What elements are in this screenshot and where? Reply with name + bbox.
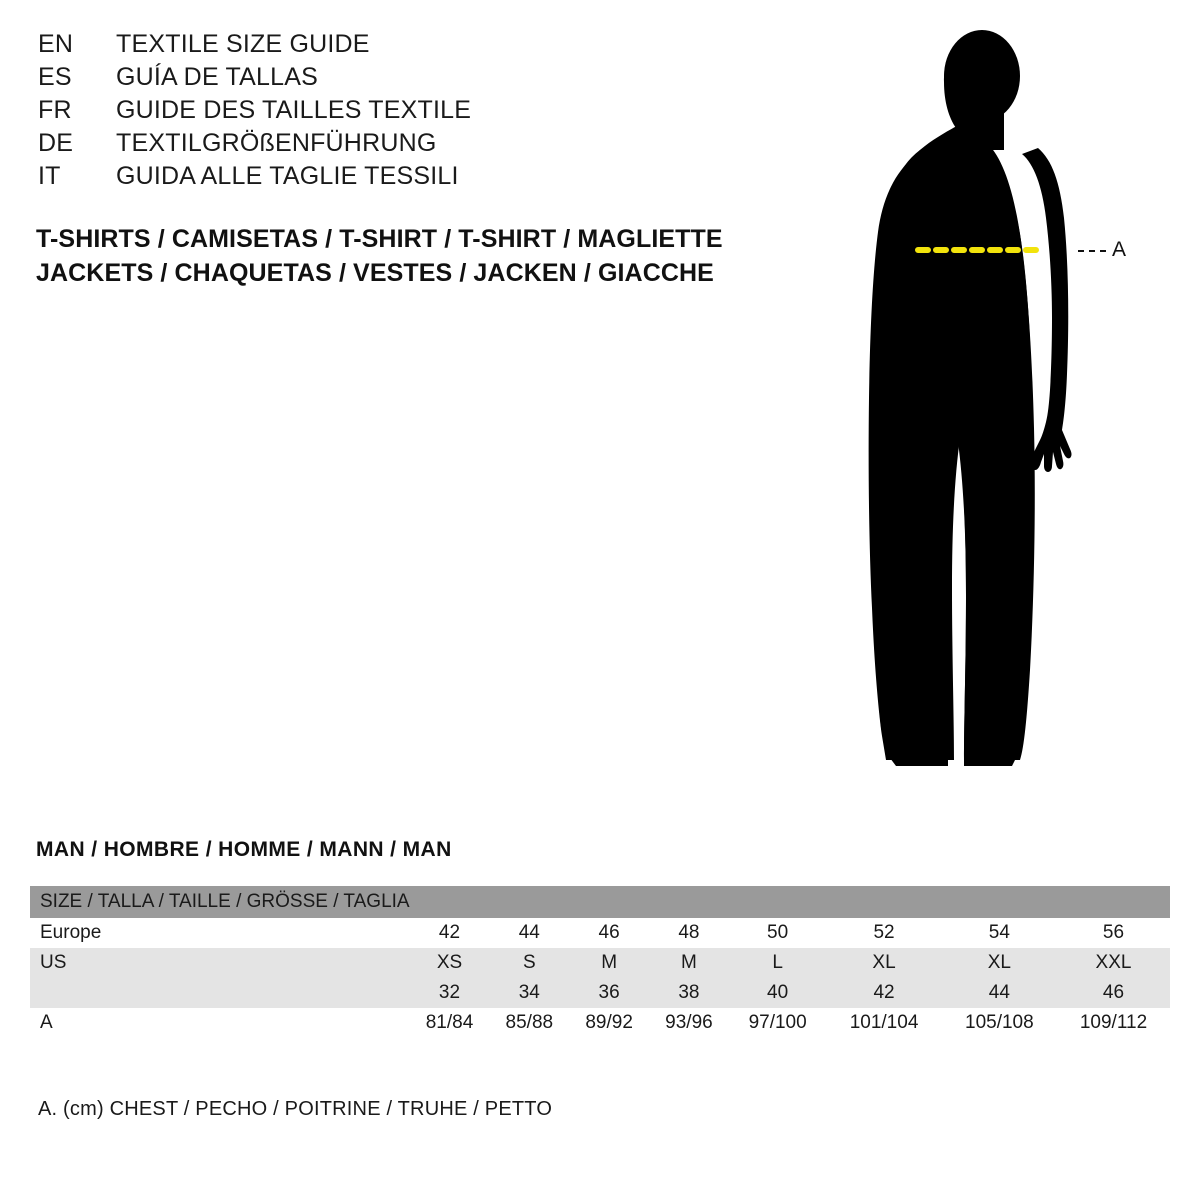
table-cell: 42 bbox=[826, 978, 941, 1008]
language-code: EN bbox=[38, 30, 74, 58]
table-cell: 56 bbox=[1057, 918, 1170, 948]
table-cell: 101/104 bbox=[826, 1008, 941, 1038]
language-row bbox=[38, 30, 758, 63]
table-header-spacer bbox=[410, 886, 490, 918]
language-row bbox=[38, 129, 758, 162]
language-code: ES bbox=[38, 63, 72, 91]
language-code: FR bbox=[38, 96, 72, 124]
table-row bbox=[30, 978, 1170, 1008]
language-row bbox=[38, 96, 758, 129]
body-silhouette-figure bbox=[830, 18, 1170, 788]
table-row bbox=[30, 1008, 1170, 1038]
size-table bbox=[30, 886, 1170, 1038]
table-group-title: MAN / HOMBRE / HOMME / MANN / MAN bbox=[36, 838, 452, 861]
row-label bbox=[30, 978, 410, 1008]
table-cell: 109/112 bbox=[1057, 1008, 1170, 1038]
table-header-spacer bbox=[826, 886, 941, 918]
table-cell: 81/84 bbox=[410, 1008, 490, 1038]
language-title: GUÍA DE TALLAS bbox=[116, 63, 318, 91]
language-title: GUIDE DES TAILLES TEXTILE bbox=[116, 96, 472, 124]
measure-label-a: A bbox=[1112, 238, 1127, 261]
table-header-spacer bbox=[942, 886, 1057, 918]
table-row bbox=[30, 918, 1170, 948]
table-cell: XL bbox=[826, 948, 941, 978]
language-title: TEXTILGRÖßENFÜHRUNG bbox=[116, 129, 437, 157]
table-row bbox=[30, 948, 1170, 978]
row-label: A bbox=[30, 1008, 410, 1038]
table-cell: M bbox=[569, 948, 649, 978]
table-cell: 52 bbox=[826, 918, 941, 948]
table-cell: XXL bbox=[1057, 948, 1170, 978]
table-cell: 93/96 bbox=[649, 1008, 729, 1038]
measure-leader-line bbox=[1078, 250, 1106, 252]
language-row bbox=[38, 63, 758, 96]
table-cell: 36 bbox=[569, 978, 649, 1008]
category-list bbox=[36, 222, 796, 290]
table-cell: 40 bbox=[729, 978, 827, 1008]
table-cell: 46 bbox=[1057, 978, 1170, 1008]
footnote-chest: A. (cm) CHEST / PECHO / POITRINE / TRUHE / PETTO bbox=[38, 1098, 553, 1120]
table-header-label: SIZE / TALLA / TAILLE / GRÖSSE / TAGLIA bbox=[30, 886, 410, 918]
table-cell: XS bbox=[410, 948, 490, 978]
table-header-spacer bbox=[649, 886, 729, 918]
table-header-spacer bbox=[569, 886, 649, 918]
language-title: TEXTILE SIZE GUIDE bbox=[116, 30, 370, 58]
table-cell: 97/100 bbox=[729, 1008, 827, 1038]
row-label: US bbox=[30, 948, 410, 978]
table-cell: 34 bbox=[489, 978, 569, 1008]
table-cell: M bbox=[649, 948, 729, 978]
category-tshirts: T-SHIRTS / CAMISETAS / T-SHIRT / T-SHIRT / MAGLIETTE bbox=[36, 225, 723, 253]
table-header-row bbox=[30, 886, 1170, 918]
table-cell: 105/108 bbox=[942, 1008, 1057, 1038]
language-code: DE bbox=[38, 129, 74, 157]
table-cell: 48 bbox=[649, 918, 729, 948]
table-cell: 46 bbox=[569, 918, 649, 948]
table-cell: 85/88 bbox=[489, 1008, 569, 1038]
language-title: GUIDA ALLE TAGLIE TESSILI bbox=[116, 162, 459, 190]
table-cell: 44 bbox=[489, 918, 569, 948]
language-list bbox=[38, 30, 758, 195]
table-header-spacer bbox=[489, 886, 569, 918]
table-cell: 42 bbox=[410, 918, 490, 948]
silhouette-icon bbox=[830, 18, 1170, 788]
table-cell: 89/92 bbox=[569, 1008, 649, 1038]
table-cell: 38 bbox=[649, 978, 729, 1008]
language-row bbox=[38, 162, 758, 195]
table-cell: 50 bbox=[729, 918, 827, 948]
language-code: IT bbox=[38, 162, 61, 190]
table-header-spacer bbox=[729, 886, 827, 918]
category-jackets: JACKETS / CHAQUETAS / VESTES / JACKEN / GIACCHE bbox=[36, 259, 714, 287]
table-cell: 54 bbox=[942, 918, 1057, 948]
table-cell: S bbox=[489, 948, 569, 978]
table-cell: 32 bbox=[410, 978, 490, 1008]
row-label: Europe bbox=[30, 918, 410, 948]
table-cell: 44 bbox=[942, 978, 1057, 1008]
table-cell: L bbox=[729, 948, 827, 978]
table-header-spacer bbox=[1057, 886, 1170, 918]
table-cell: XL bbox=[942, 948, 1057, 978]
